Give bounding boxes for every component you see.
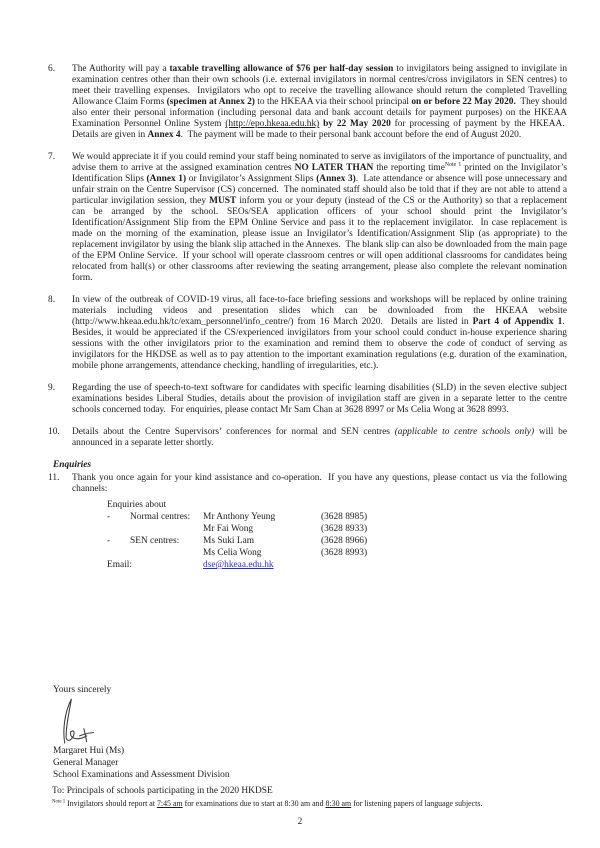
paragraph-6 (48, 64, 567, 141)
paragraph-11 (48, 473, 567, 495)
paragraph-number: 6. (48, 64, 56, 74)
paragraph-text: Thank you once again for your kind assistance and co-operation. If you have any questions, please contact us via the following channels: (72, 473, 567, 494)
paragraph-8 (48, 295, 567, 372)
contact-row-dash (107, 547, 130, 559)
contact-row-label (130, 547, 203, 559)
paragraph-number: 10. (48, 427, 60, 437)
contact-row-name: Mr Fai Wong (203, 524, 254, 534)
contact-block (107, 499, 567, 571)
paragraph-number: 11. (48, 473, 60, 483)
contact-row-dash (107, 523, 130, 535)
contact-row-label: Normal centres: (130, 512, 191, 522)
contact-row-name: Mr Anthony Yeung (203, 512, 276, 522)
paragraph-text: The Authority will pay a taxable travelling allowance of $76 per half-day session to invigilators being assigned to invigilate in examination centres other than their own schools (i.e. external invigilators in normal centres/cross invigilators in SEN centres) to meet their travelling expenses. Invigilators who opt to receive the travelling allowance should return the completed Travelling Allowance Claim Forms (specimen at Annex 2) to the HKEAA via their school principal on or before 22 May 2020. They should also enter their personal information (including personal data and bank account details for payment purposes) on the HKEAA Examination Personnel Online System (http://epo.hkeaa.edu.hk) by 22 May 2020 for processing of payment by the HKEAA. Details are given in Annex 4. The payment will be made to their personal bank account before the end of August 2020. (72, 64, 568, 140)
closing-block (53, 684, 230, 781)
page-number: 2 (297, 817, 303, 827)
paragraph-7 (48, 152, 567, 284)
enquiries-heading: Enquiries (53, 460, 92, 470)
email-link[interactable]: dse@hkeaa.edu.hk (203, 560, 274, 570)
paragraph-number: 8. (48, 295, 56, 305)
letter-body (48, 64, 567, 571)
signature-image (53, 697, 111, 745)
paragraph-number: 9. (48, 383, 56, 393)
signer-title: General Manager (53, 758, 119, 768)
paragraph-text: We would appreciate it if you could remind your staff being nominated to serve as invigilators of the importance of punctuality, and advise them to arrive at the assigned examination centres NO LATER THAN the reporting time$^{Note 1}$ printed on the Invigilator’s Identification Slips (Annex 1) or Invigilator’s Assignment Slips (Annex 3). Late attendance or absence will pose unnecessary and unfair strain on the Centre Supervisor (CS) concerned. The nominated staff should also be told that if they are not able to attend a particular invigilation session, they MUST inform you or your deputy (instead of the CS or the Authority) so that a replacement can be arranged by the school. SEOs/SEA application officers of your school should print the Invigilator’s Identification/Assignment Slip from the EPM Online Service and pass it to the replacement invigilator. In case replacement is made on the morning of the examination, please issue an Invigilator’s Identification/Assignment Slip (as appropriate) to the replacement invigilator by using the blank slip attached in the Annexes. The blank slip can also be downloaded from the main page of the EPM Online Service. If your school will operate classroom centres or will open additional classrooms for candidates being relocated from hall(s) or other classrooms after reviewing the seating arrangement, please also complete the relevant nomination form. (72, 152, 567, 283)
contact-row-dash: - (107, 512, 111, 522)
contacts-heading: Enquiries about (107, 500, 167, 510)
paragraph-9 (48, 383, 567, 416)
contact-row-label: SEN centres: (130, 536, 180, 546)
contact-row-label (130, 523, 203, 535)
email-row (107, 559, 567, 571)
valediction: Yours sincerely (53, 685, 112, 695)
contact-row-phone: (3628 8933) (321, 524, 368, 534)
distribution-line: To: Principals of schools participating in the 2020 HKDSE (52, 786, 273, 796)
contact-row-dash: - (107, 536, 111, 546)
paragraph-text: Details about the Centre Supervisors’ conferences for normal and SEN centres (applicable to centre schools only) will be announced in a separate letter shortly. (72, 427, 568, 448)
contact-table (107, 511, 567, 559)
email-label: Email: (107, 560, 132, 570)
contact-row-name: Ms Suki Lam (203, 536, 255, 546)
contact-row-phone: (3628 8966) (321, 536, 368, 546)
paragraph-10 (48, 427, 567, 449)
paragraph-text: Regarding the use of speech-to-text software for candidates with specific learning disabilities (SLD) in the seven elective subject examinations besides Liberal Studies, details about the provision of invigilation staff are given in a separate letter to the centre schools concerned today. For enquiries, please contact Mr Sam Chan at 3628 8997 or Ms Celia Wong at 3628 8993. (72, 383, 567, 415)
contact-row-phone: (3628 8993) (321, 548, 368, 558)
paragraph-text: In view of the outbreak of COVID-19 virus, all face-to-face briefing sessions and workshops will be replaced by online training materials including videos and presentation slides which can be downloaded from the HKEAA website (http://www.hkeaa.edu.hk/tc/exam_personnel/info_centre/) from 16 March 2020. Details are listed in Part 4 of Appendix 1. Besides, it would be appreciated if the CS/experienced invigilators from your school could conduct in-house experience sharing sessions with the other invigilators prior to the examination and remind them to observe the code of conduct of serving as invigilators for the HKDSE as well as to pay attention to the important examination regulations (e.g. duration of the examination, mobile phone arrangements, attendance checking, handling of irregularities, etc.). (72, 295, 567, 371)
signer-name: Margaret Hui (Ms) (53, 746, 125, 756)
footnote: $^{Note 1}$ Invigilators should report at 7:45 am for examinations due to start at 8:30 am and 8:30 am for listening papers of language subjects. (52, 799, 483, 808)
signer-division: School Examinations and Assessment Division (53, 770, 230, 780)
contact-row-name: Ms Celia Wong (203, 548, 262, 558)
paragraph-number: 7. (48, 152, 56, 162)
contact-row-phone: (3628 8985) (321, 512, 368, 522)
